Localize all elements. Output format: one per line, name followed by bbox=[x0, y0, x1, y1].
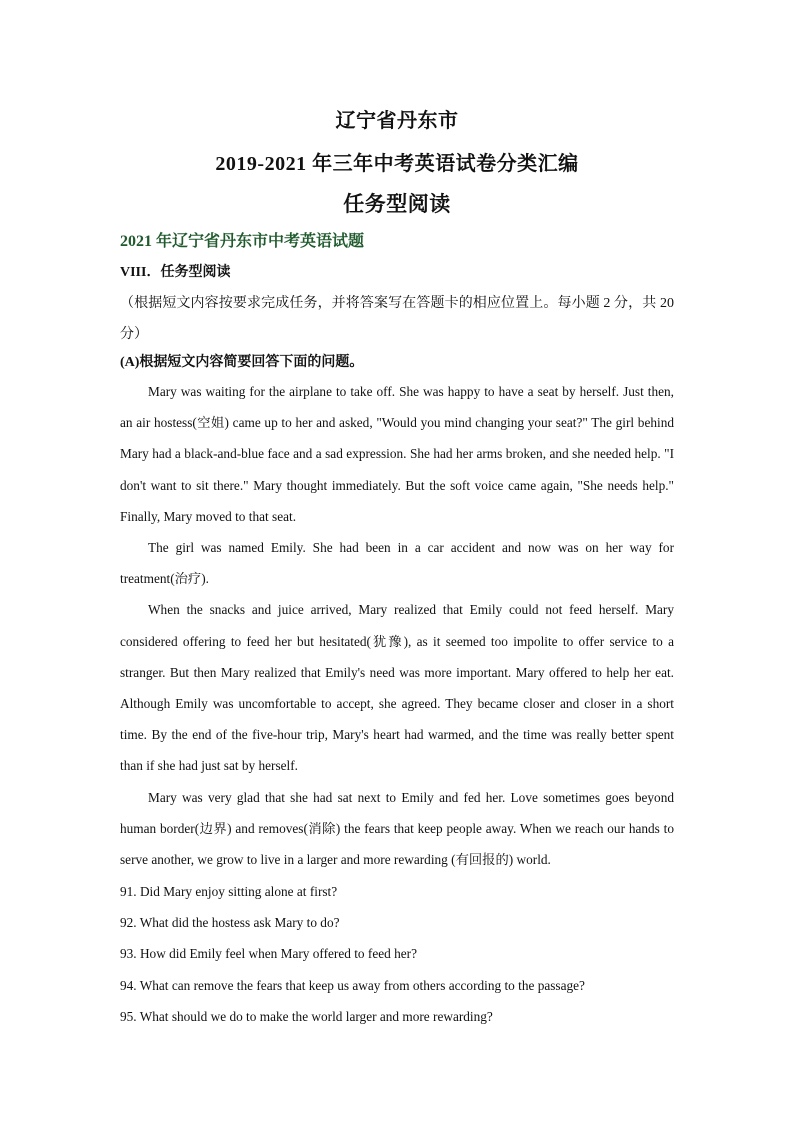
question-item: 93. How did Emily feel when Mary offered to feed her? bbox=[120, 946, 417, 962]
question-item: 95. What should we do to make the world larger and more rewarding? bbox=[120, 1008, 493, 1024]
exam-section-heading: 2021 年辽宁省丹东市中考英语试题 bbox=[120, 233, 365, 250]
title-topic: 任务型阅读 bbox=[343, 192, 451, 216]
question-item: 91. Did Mary enjoy sitting alone at first? bbox=[120, 884, 338, 899]
passage-paragraph: Mary was very glad that she had sat next to Emily and fed her. Love sometimes goes beyond human border(边界) and removes(消除) the fears that keep people away. When we reach our hands to serve another, we grow to live in a larger and more rewarding (有回报的) world. bbox=[120, 789, 674, 868]
question-item: 92. What did the hostess ask Mary to do? bbox=[120, 915, 340, 931]
sub-heading: (A)根据短文内容简要回答下面的问题。 bbox=[120, 355, 364, 370]
passage-paragraph: When the snacks and juice arrived, Mary realized that Emily could not feed herself. Mary considered offering to feed her but hesitated(犹豫), as it seemed too impolite to offer service to a stranger. But then Mary realized that Emily's need was more important. Mary offered to help her eat. Although Emily was uncomfortable to accept, she agreed. They became closer and closer in a short time. By the end of the five-hour trip, Mary's heart had warmed, and the time was really better spent than if she had just sat by herself. bbox=[120, 602, 674, 774]
reading-passage bbox=[120, 376, 674, 875]
title-region: 辽宁省丹东市 bbox=[335, 110, 459, 132]
question-item: 94. What can remove the fears that keep us away from others according to the passage? bbox=[120, 977, 585, 993]
question-list bbox=[120, 876, 680, 1032]
title-collection: 2019-2021 年三年中考英语试卷分类汇编 bbox=[215, 153, 579, 175]
passage-paragraph: The girl was named Emily. She had been in a car accident and now was on her way for treatment(治疗). bbox=[120, 540, 674, 587]
passage-paragraph: Mary was waiting for the airplane to take off. She was happy to have a seat by herself. Just then, an air hostess(空姐) came up to her and asked, "Would you mind changing your seat?" The girl behind Mary had a black-and-blue face and a sad expression. She had her arms broken, and she needed help. "I don't want to sit there." Mary thought immediately. But the soft voice came again, "She needs help." Finally, Mary moved to that seat. bbox=[120, 384, 674, 524]
instructions: （根据短文内容按要求完成任务，并将答案写在答题卡的相应位置上。每小题 2 分，共 20 分） bbox=[120, 296, 674, 342]
part-label: VIII．任务型阅读 bbox=[120, 265, 231, 280]
